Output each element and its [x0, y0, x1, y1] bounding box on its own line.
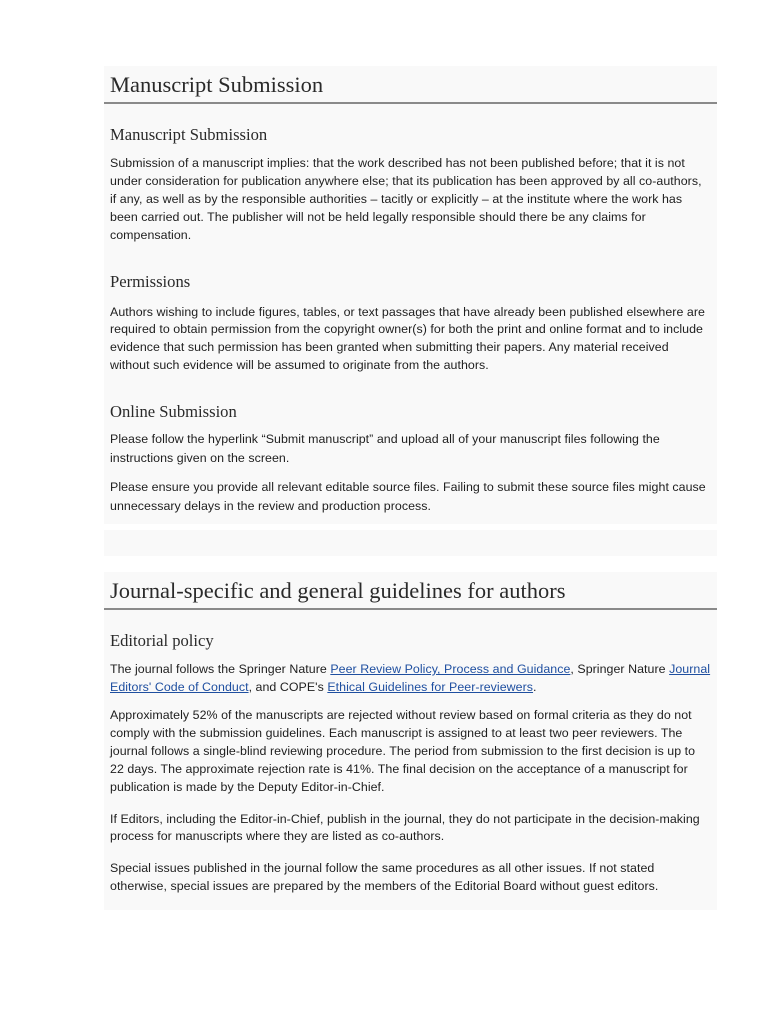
section-manuscript-submission-header — [104, 66, 717, 104]
section-divider-band — [104, 530, 717, 556]
submission-paragraph: Submission of a manuscript implies: that the work described has not been published before; that it is not under consideration for publication anywhere else; that its publication has been approved by all co-authors, if any, as well as by the responsible authorities – tacitly or explicitly – at the institute where the work has been carried out. The publisher will not be held legally responsible should there be any claims for compensation. — [110, 156, 702, 242]
content-column — [104, 66, 717, 910]
subsection-heading: Manuscript Submission — [110, 125, 268, 144]
text-run: The journal follows the Springer Nature — [110, 662, 331, 677]
subsection-heading: Permissions — [110, 271, 191, 291]
editorial-policy-paragraph-4: Special issues published in the journal follow the same procedures as all other issues. If not stated otherwise, special issues are prepared by the members of the Editorial Board without guest editors. — [110, 861, 659, 894]
section-guidelines-header — [104, 572, 717, 610]
subsection-editorial-policy — [104, 610, 717, 910]
subsection-manuscript-submission — [104, 104, 717, 251]
peer-review-policy-link[interactable]: Peer Review Policy, Process and Guidance — [330, 662, 571, 677]
subsection-online-submission — [104, 381, 717, 524]
subsection-permissions — [104, 251, 717, 382]
text-run: . — [533, 680, 537, 695]
editorial-policy-paragraph-2: Approximately 52% of the manuscripts are rejected without review based on formal criteria as they do not comply with the submission guidelines. Each manuscript is assigned to at least two peer reviewers. The journal follows a single-blind reviewing procedure. The period from submission to the first decision is up to 22 days. The approximate rejection rate is 41%. The final decision on the acceptance of a manuscript for publication is made by the Deputy Editor-in-Chief. — [110, 707, 696, 794]
text-run: , Springer Nature — [570, 662, 670, 677]
cope-ethical-guidelines-link[interactable]: Ethical Guidelines for Peer-reviewers — [327, 680, 534, 695]
section-title: Journal-specific and general guidelines for authors — [110, 578, 566, 604]
online-submission-paragraph-2: Please ensure you provide all relevant editable source files. Failing to submit these source files might cause unnecessary delays in the review and production process. — [110, 480, 706, 514]
editorial-policy-paragraph-3: If Editors, including the Editor-in-Chief, publish in the journal, they do not participate in the decision-making process for manuscripts where they are listed as co-authors. — [110, 811, 700, 844]
page-title: Manuscript Submission — [110, 72, 324, 97]
text-run: , and COPE's — [248, 680, 328, 695]
subsection-heading: Editorial policy — [110, 631, 214, 651]
online-submission-paragraph-1: Please follow the hyperlink “Submit manuscript” and upload all of your manuscript files following the instructions given on the screen. — [110, 432, 660, 466]
editorial-policy-paragraph-1 — [110, 661, 711, 697]
editors-code-of-conduct-link[interactable]: Journal Editors' Code of Conduct — [110, 662, 711, 695]
subsection-heading: Online Submission — [110, 402, 237, 422]
permissions-paragraph: Authors wishing to include figures, tables, or text passages that have already been published elsewhere are required to obtain permission from the copyright owner(s) for both the print and online format and to include evidence that such permission has been granted when submitting their papers. Any material received without such evidence will be assumed to originate from the authors. — [110, 304, 705, 373]
